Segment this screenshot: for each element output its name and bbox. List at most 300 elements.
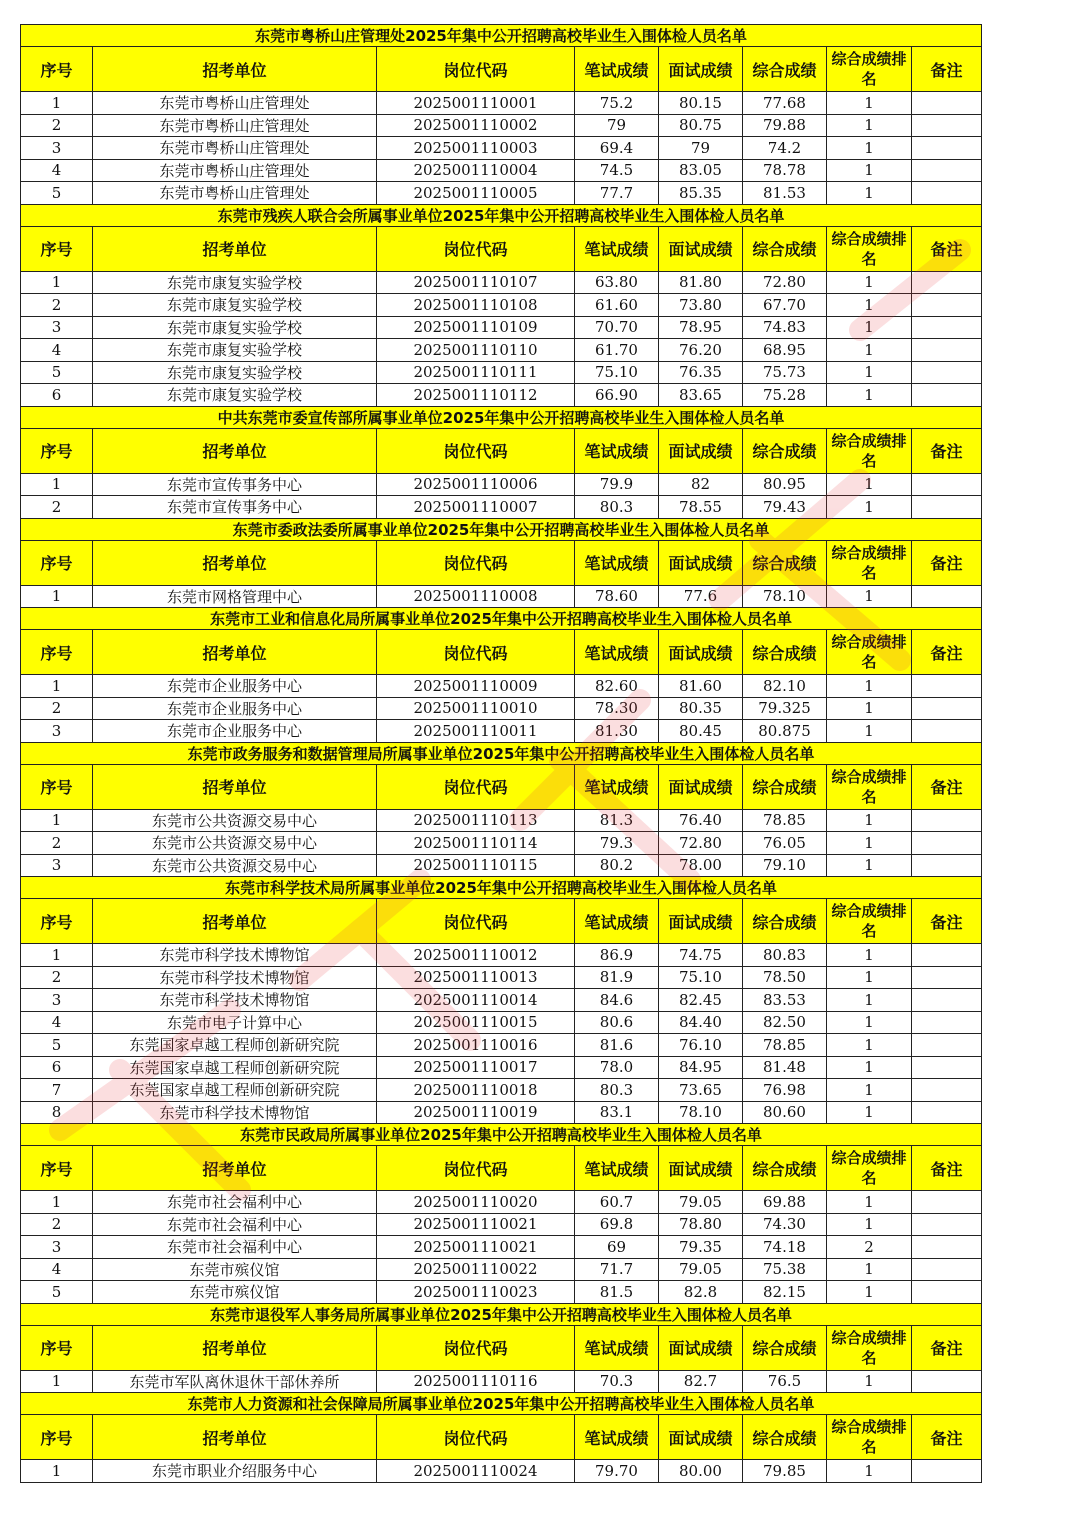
cell-remark bbox=[912, 271, 982, 294]
cell-post-code: 2025001110109 bbox=[377, 316, 575, 339]
cell-remark bbox=[912, 316, 982, 339]
cell-unit: 东莞市科学技术博物馆 bbox=[93, 966, 377, 989]
column-header-remark: 备注 bbox=[912, 1325, 982, 1370]
column-header-unit: 招考单位 bbox=[93, 428, 377, 473]
section-title-row bbox=[21, 742, 982, 764]
column-header-written-score: 笔试成绩 bbox=[575, 1146, 659, 1191]
cell-remark bbox=[912, 1236, 982, 1259]
section-title: 东莞市政务服务和数据管理局所属事业单位2025年集中公开招聘高校毕业生入围体检人员名单 bbox=[21, 742, 982, 764]
cell-total-score: 78.50 bbox=[743, 966, 827, 989]
cell-written-score: 81.9 bbox=[575, 966, 659, 989]
cell-rank: 1 bbox=[827, 1281, 912, 1304]
column-header-written-score: 笔试成绩 bbox=[575, 540, 659, 585]
cell-total-score: 75.73 bbox=[743, 361, 827, 384]
cell-post-code: 2025001110020 bbox=[377, 1191, 575, 1214]
cell-remark bbox=[912, 697, 982, 720]
cell-post-code: 2025001110022 bbox=[377, 1258, 575, 1281]
cell-written-score: 84.6 bbox=[575, 989, 659, 1012]
cell-rank: 1 bbox=[827, 1079, 912, 1102]
cell-total-score: 76.98 bbox=[743, 1079, 827, 1102]
cell-rank: 2 bbox=[827, 1236, 912, 1259]
column-header-unit: 招考单位 bbox=[93, 226, 377, 271]
cell-written-score: 80.2 bbox=[575, 854, 659, 877]
cell-unit: 东莞市军队离休退休干部休养所 bbox=[93, 1370, 377, 1393]
cell-total-score: 81.53 bbox=[743, 182, 827, 205]
column-header-unit: 招考单位 bbox=[93, 899, 377, 944]
cell-unit: 东莞市电子计算中心 bbox=[93, 1011, 377, 1034]
column-header-row bbox=[21, 630, 982, 675]
section-title-row bbox=[21, 877, 982, 899]
cell-rank: 1 bbox=[827, 720, 912, 743]
cell-remark bbox=[912, 944, 982, 967]
column-header-unit: 招考单位 bbox=[93, 764, 377, 809]
column-header-unit: 招考单位 bbox=[93, 1325, 377, 1370]
cell-seq: 2 bbox=[21, 832, 93, 855]
cell-unit: 东莞市公共资源交易中心 bbox=[93, 854, 377, 877]
column-header-total-score: 综合成绩 bbox=[743, 47, 827, 92]
column-header-rank: 综合成绩排名 bbox=[827, 47, 912, 92]
cell-unit: 东莞市宣传事务中心 bbox=[93, 473, 377, 496]
cell-interview-score: 78.55 bbox=[659, 496, 743, 519]
cell-seq: 3 bbox=[21, 316, 93, 339]
cell-interview-score: 79.05 bbox=[659, 1191, 743, 1214]
cell-remark bbox=[912, 1370, 982, 1393]
cell-unit: 东莞市殡仪馆 bbox=[93, 1258, 377, 1281]
cell-unit: 东莞市公共资源交易中心 bbox=[93, 832, 377, 855]
column-header-total-score: 综合成绩 bbox=[743, 899, 827, 944]
cell-unit: 东莞市康复实验学校 bbox=[93, 361, 377, 384]
cell-interview-score: 80.15 bbox=[659, 92, 743, 115]
cell-total-score: 82.10 bbox=[743, 675, 827, 698]
section-title-row bbox=[21, 1303, 982, 1325]
cell-total-score: 80.60 bbox=[743, 1101, 827, 1124]
column-header-interview-score: 面试成绩 bbox=[659, 47, 743, 92]
cell-remark bbox=[912, 137, 982, 160]
cell-written-score: 74.5 bbox=[575, 159, 659, 182]
column-header-written-score: 笔试成绩 bbox=[575, 1415, 659, 1460]
cell-total-score: 78.78 bbox=[743, 159, 827, 182]
cell-total-score: 78.10 bbox=[743, 585, 827, 608]
cell-total-score: 74.30 bbox=[743, 1213, 827, 1236]
column-header-seq: 序号 bbox=[21, 1146, 93, 1191]
cell-interview-score: 72.80 bbox=[659, 832, 743, 855]
cell-remark bbox=[912, 585, 982, 608]
cell-post-code: 2025001110008 bbox=[377, 585, 575, 608]
cell-remark bbox=[912, 854, 982, 877]
cell-rank: 1 bbox=[827, 496, 912, 519]
cell-seq: 5 bbox=[21, 182, 93, 205]
column-header-interview-score: 面试成绩 bbox=[659, 1146, 743, 1191]
cell-unit: 东莞国家卓越工程师创新研究院 bbox=[93, 1034, 377, 1057]
column-header-post-code: 岗位代码 bbox=[377, 1415, 575, 1460]
cell-post-code: 2025001110002 bbox=[377, 114, 575, 137]
table-row bbox=[21, 832, 982, 855]
column-header-seq: 序号 bbox=[21, 47, 93, 92]
cell-total-score: 76.05 bbox=[743, 832, 827, 855]
cell-written-score: 82.60 bbox=[575, 675, 659, 698]
cell-interview-score: 76.35 bbox=[659, 361, 743, 384]
column-header-seq: 序号 bbox=[21, 1415, 93, 1460]
cell-rank: 1 bbox=[827, 1370, 912, 1393]
column-header-rank: 综合成绩排名 bbox=[827, 540, 912, 585]
cell-unit: 东莞市职业介绍服务中心 bbox=[93, 1460, 377, 1483]
cell-seq: 5 bbox=[21, 361, 93, 384]
cell-written-score: 75.10 bbox=[575, 361, 659, 384]
column-header-row bbox=[21, 428, 982, 473]
cell-post-code: 2025001110021 bbox=[377, 1213, 575, 1236]
column-header-written-score: 笔试成绩 bbox=[575, 899, 659, 944]
section-title-row bbox=[21, 1124, 982, 1146]
cell-remark bbox=[912, 966, 982, 989]
cell-rank: 1 bbox=[827, 182, 912, 205]
section-title: 东莞市科学技术局所属事业单位2025年集中公开招聘高校毕业生入围体检人员名单 bbox=[21, 877, 982, 899]
cell-interview-score: 79.05 bbox=[659, 1258, 743, 1281]
column-header-rank: 综合成绩排名 bbox=[827, 1146, 912, 1191]
column-header-written-score: 笔试成绩 bbox=[575, 428, 659, 473]
cell-unit: 东莞市粤桥山庄管理处 bbox=[93, 114, 377, 137]
cell-post-code: 2025001110017 bbox=[377, 1056, 575, 1079]
cell-rank: 1 bbox=[827, 316, 912, 339]
cell-remark bbox=[912, 1460, 982, 1483]
column-header-written-score: 笔试成绩 bbox=[575, 1325, 659, 1370]
cell-seq: 4 bbox=[21, 159, 93, 182]
cell-remark bbox=[912, 1079, 982, 1102]
cell-written-score: 81.30 bbox=[575, 720, 659, 743]
cell-unit: 东莞市殡仪馆 bbox=[93, 1281, 377, 1304]
table-row bbox=[21, 1056, 982, 1079]
cell-post-code: 2025001110113 bbox=[377, 809, 575, 832]
cell-interview-score: 78.95 bbox=[659, 316, 743, 339]
cell-seq: 4 bbox=[21, 1011, 93, 1034]
table-row bbox=[21, 1213, 982, 1236]
cell-unit: 东莞市康复实验学校 bbox=[93, 294, 377, 317]
cell-rank: 1 bbox=[827, 944, 912, 967]
cell-seq: 3 bbox=[21, 720, 93, 743]
cell-remark bbox=[912, 1281, 982, 1304]
column-header-row bbox=[21, 764, 982, 809]
table-row bbox=[21, 1236, 982, 1259]
column-header-seq: 序号 bbox=[21, 428, 93, 473]
cell-unit: 东莞市社会福利中心 bbox=[93, 1191, 377, 1214]
cell-interview-score: 80.45 bbox=[659, 720, 743, 743]
cell-unit: 东莞市康复实验学校 bbox=[93, 384, 377, 407]
cell-interview-score: 82 bbox=[659, 473, 743, 496]
cell-post-code: 2025001110016 bbox=[377, 1034, 575, 1057]
cell-total-score: 79.43 bbox=[743, 496, 827, 519]
cell-unit: 东莞市科学技术博物馆 bbox=[93, 989, 377, 1012]
table-row bbox=[21, 675, 982, 698]
cell-rank: 1 bbox=[827, 294, 912, 317]
cell-remark bbox=[912, 114, 982, 137]
cell-written-score: 80.3 bbox=[575, 1079, 659, 1102]
cell-remark bbox=[912, 384, 982, 407]
cell-seq: 2 bbox=[21, 697, 93, 720]
cell-written-score: 78.60 bbox=[575, 585, 659, 608]
cell-seq: 1 bbox=[21, 675, 93, 698]
cell-written-score: 70.3 bbox=[575, 1370, 659, 1393]
column-header-post-code: 岗位代码 bbox=[377, 630, 575, 675]
cell-total-score: 69.88 bbox=[743, 1191, 827, 1214]
cell-interview-score: 79.35 bbox=[659, 1236, 743, 1259]
cell-seq: 1 bbox=[21, 1460, 93, 1483]
cell-written-score: 78.0 bbox=[575, 1056, 659, 1079]
cell-post-code: 2025001110009 bbox=[377, 675, 575, 698]
table-row bbox=[21, 944, 982, 967]
column-header-post-code: 岗位代码 bbox=[377, 47, 575, 92]
cell-remark bbox=[912, 159, 982, 182]
cell-unit: 东莞市社会福利中心 bbox=[93, 1213, 377, 1236]
column-header-remark: 备注 bbox=[912, 764, 982, 809]
cell-rank: 1 bbox=[827, 473, 912, 496]
cell-unit: 东莞市康复实验学校 bbox=[93, 339, 377, 362]
table-row bbox=[21, 473, 982, 496]
column-header-interview-score: 面试成绩 bbox=[659, 630, 743, 675]
cell-written-score: 79.3 bbox=[575, 832, 659, 855]
cell-seq: 2 bbox=[21, 294, 93, 317]
column-header-total-score: 综合成绩 bbox=[743, 428, 827, 473]
cell-interview-score: 78.80 bbox=[659, 1213, 743, 1236]
cell-unit: 东莞市网格管理中心 bbox=[93, 585, 377, 608]
cell-total-score: 83.53 bbox=[743, 989, 827, 1012]
cell-seq: 1 bbox=[21, 473, 93, 496]
column-header-seq: 序号 bbox=[21, 899, 93, 944]
cell-unit: 东莞市公共资源交易中心 bbox=[93, 809, 377, 832]
table-row bbox=[21, 1258, 982, 1281]
column-header-remark: 备注 bbox=[912, 1415, 982, 1460]
cell-total-score: 72.80 bbox=[743, 271, 827, 294]
column-header-interview-score: 面试成绩 bbox=[659, 1325, 743, 1370]
cell-interview-score: 77.6 bbox=[659, 585, 743, 608]
cell-rank: 1 bbox=[827, 1011, 912, 1034]
table-row bbox=[21, 1281, 982, 1304]
cell-rank: 1 bbox=[827, 1460, 912, 1483]
cell-rank: 1 bbox=[827, 271, 912, 294]
column-header-rank: 综合成绩排名 bbox=[827, 428, 912, 473]
cell-unit: 东莞市康复实验学校 bbox=[93, 271, 377, 294]
cell-written-score: 71.7 bbox=[575, 1258, 659, 1281]
cell-seq: 2 bbox=[21, 1213, 93, 1236]
cell-remark bbox=[912, 1034, 982, 1057]
column-header-remark: 备注 bbox=[912, 428, 982, 473]
column-header-unit: 招考单位 bbox=[93, 1146, 377, 1191]
cell-remark bbox=[912, 1213, 982, 1236]
cell-remark bbox=[912, 832, 982, 855]
cell-rank: 1 bbox=[827, 384, 912, 407]
cell-rank: 1 bbox=[827, 159, 912, 182]
cell-total-score: 77.68 bbox=[743, 92, 827, 115]
table-row bbox=[21, 720, 982, 743]
cell-post-code: 2025001110112 bbox=[377, 384, 575, 407]
cell-written-score: 61.60 bbox=[575, 294, 659, 317]
section-title: 东莞市退役军人事务局所属事业单位2025年集中公开招聘高校毕业生入围体检人员名单 bbox=[21, 1303, 982, 1325]
cell-written-score: 79 bbox=[575, 114, 659, 137]
cell-interview-score: 83.65 bbox=[659, 384, 743, 407]
cell-remark bbox=[912, 496, 982, 519]
cell-seq: 6 bbox=[21, 384, 93, 407]
cell-total-score: 68.95 bbox=[743, 339, 827, 362]
cell-rank: 1 bbox=[827, 1213, 912, 1236]
column-header-interview-score: 面试成绩 bbox=[659, 428, 743, 473]
cell-unit: 东莞市科学技术博物馆 bbox=[93, 1101, 377, 1124]
cell-post-code: 2025001110023 bbox=[377, 1281, 575, 1304]
cell-rank: 1 bbox=[827, 966, 912, 989]
cell-unit: 东莞市粤桥山庄管理处 bbox=[93, 137, 377, 160]
table-row bbox=[21, 585, 982, 608]
cell-post-code: 2025001110021 bbox=[377, 1236, 575, 1259]
cell-seq: 4 bbox=[21, 1258, 93, 1281]
column-header-interview-score: 面试成绩 bbox=[659, 226, 743, 271]
table-row bbox=[21, 1101, 982, 1124]
section-title: 东莞市民政局所属事业单位2025年集中公开招聘高校毕业生入围体检人员名单 bbox=[21, 1124, 982, 1146]
cell-written-score: 79.9 bbox=[575, 473, 659, 496]
cell-post-code: 2025001110005 bbox=[377, 182, 575, 205]
cell-interview-score: 82.45 bbox=[659, 989, 743, 1012]
cell-written-score: 81.3 bbox=[575, 809, 659, 832]
column-header-remark: 备注 bbox=[912, 899, 982, 944]
cell-rank: 1 bbox=[827, 1258, 912, 1281]
cell-post-code: 2025001110019 bbox=[377, 1101, 575, 1124]
cell-total-score: 80.875 bbox=[743, 720, 827, 743]
cell-written-score: 63.80 bbox=[575, 271, 659, 294]
cell-rank: 1 bbox=[827, 854, 912, 877]
cell-rank: 1 bbox=[827, 809, 912, 832]
cell-seq: 6 bbox=[21, 1056, 93, 1079]
column-header-row bbox=[21, 540, 982, 585]
cell-unit: 东莞市企业服务中心 bbox=[93, 675, 377, 698]
column-header-written-score: 笔试成绩 bbox=[575, 630, 659, 675]
column-header-total-score: 综合成绩 bbox=[743, 764, 827, 809]
cell-total-score: 67.70 bbox=[743, 294, 827, 317]
cell-written-score: 75.2 bbox=[575, 92, 659, 115]
cell-total-score: 78.85 bbox=[743, 809, 827, 832]
cell-written-score: 61.70 bbox=[575, 339, 659, 362]
cell-post-code: 2025001110014 bbox=[377, 989, 575, 1012]
cell-interview-score: 78.10 bbox=[659, 1101, 743, 1124]
column-header-unit: 招考单位 bbox=[93, 540, 377, 585]
table-row bbox=[21, 271, 982, 294]
cell-post-code: 2025001110015 bbox=[377, 1011, 575, 1034]
cell-total-score: 79.88 bbox=[743, 114, 827, 137]
column-header-written-score: 笔试成绩 bbox=[575, 226, 659, 271]
column-header-post-code: 岗位代码 bbox=[377, 1325, 575, 1370]
table-row bbox=[21, 384, 982, 407]
cell-rank: 1 bbox=[827, 92, 912, 115]
cell-remark bbox=[912, 809, 982, 832]
column-header-remark: 备注 bbox=[912, 540, 982, 585]
cell-seq: 1 bbox=[21, 1370, 93, 1393]
column-header-post-code: 岗位代码 bbox=[377, 764, 575, 809]
column-header-rank: 综合成绩排名 bbox=[827, 899, 912, 944]
cell-interview-score: 85.35 bbox=[659, 182, 743, 205]
cell-interview-score: 76.20 bbox=[659, 339, 743, 362]
cell-seq: 5 bbox=[21, 1034, 93, 1057]
column-header-written-score: 笔试成绩 bbox=[575, 47, 659, 92]
table-row bbox=[21, 1034, 982, 1057]
cell-seq: 3 bbox=[21, 854, 93, 877]
cell-unit: 东莞市粤桥山庄管理处 bbox=[93, 182, 377, 205]
cell-post-code: 2025001110012 bbox=[377, 944, 575, 967]
cell-seq: 3 bbox=[21, 1236, 93, 1259]
cell-seq: 1 bbox=[21, 585, 93, 608]
cell-interview-score: 81.60 bbox=[659, 675, 743, 698]
table-row bbox=[21, 809, 982, 832]
column-header-total-score: 综合成绩 bbox=[743, 540, 827, 585]
cell-post-code: 2025001110108 bbox=[377, 294, 575, 317]
column-header-rank: 综合成绩排名 bbox=[827, 1325, 912, 1370]
cell-remark bbox=[912, 720, 982, 743]
table-row bbox=[21, 137, 982, 160]
cell-total-score: 74.2 bbox=[743, 137, 827, 160]
cell-total-score: 75.38 bbox=[743, 1258, 827, 1281]
cell-rank: 1 bbox=[827, 361, 912, 384]
table-row bbox=[21, 496, 982, 519]
cell-seq: 1 bbox=[21, 809, 93, 832]
cell-total-score: 76.5 bbox=[743, 1370, 827, 1393]
column-header-interview-score: 面试成绩 bbox=[659, 764, 743, 809]
cell-remark bbox=[912, 1056, 982, 1079]
table-row bbox=[21, 1011, 982, 1034]
cell-seq: 2 bbox=[21, 496, 93, 519]
cell-post-code: 2025001110004 bbox=[377, 159, 575, 182]
cell-unit: 东莞市康复实验学校 bbox=[93, 316, 377, 339]
cell-post-code: 2025001110011 bbox=[377, 720, 575, 743]
cell-seq: 1 bbox=[21, 1191, 93, 1214]
cell-total-score: 75.28 bbox=[743, 384, 827, 407]
column-header-post-code: 岗位代码 bbox=[377, 899, 575, 944]
section-title-row bbox=[21, 204, 982, 226]
column-header-remark: 备注 bbox=[912, 226, 982, 271]
cell-post-code: 2025001110003 bbox=[377, 137, 575, 160]
cell-remark bbox=[912, 989, 982, 1012]
table-row bbox=[21, 159, 982, 182]
cell-seq: 8 bbox=[21, 1101, 93, 1124]
cell-seq: 1 bbox=[21, 944, 93, 967]
cell-written-score: 80.3 bbox=[575, 496, 659, 519]
cell-rank: 1 bbox=[827, 1101, 912, 1124]
column-header-row bbox=[21, 47, 982, 92]
cell-interview-score: 82.8 bbox=[659, 1281, 743, 1304]
cell-unit: 东莞市粤桥山庄管理处 bbox=[93, 159, 377, 182]
cell-rank: 1 bbox=[827, 585, 912, 608]
section-title: 东莞市工业和信息化局所属事业单位2025年集中公开招聘高校毕业生入围体检人员名单 bbox=[21, 608, 982, 630]
section-title-row bbox=[21, 518, 982, 540]
column-header-seq: 序号 bbox=[21, 540, 93, 585]
cell-rank: 1 bbox=[827, 675, 912, 698]
cell-written-score: 70.70 bbox=[575, 316, 659, 339]
cell-seq: 3 bbox=[21, 989, 93, 1012]
cell-written-score: 78.30 bbox=[575, 697, 659, 720]
table-row bbox=[21, 182, 982, 205]
section-title: 东莞市委政法委所属事业单位2025年集中公开招聘高校毕业生入围体检人员名单 bbox=[21, 518, 982, 540]
cell-unit: 东莞市社会福利中心 bbox=[93, 1236, 377, 1259]
cell-written-score: 81.5 bbox=[575, 1281, 659, 1304]
column-header-total-score: 综合成绩 bbox=[743, 1325, 827, 1370]
cell-total-score: 74.18 bbox=[743, 1236, 827, 1259]
cell-unit: 东莞市企业服务中心 bbox=[93, 697, 377, 720]
table-row bbox=[21, 361, 982, 384]
table-row bbox=[21, 339, 982, 362]
cell-seq: 1 bbox=[21, 92, 93, 115]
cell-interview-score: 84.40 bbox=[659, 1011, 743, 1034]
cell-post-code: 2025001110018 bbox=[377, 1079, 575, 1102]
cell-interview-score: 80.00 bbox=[659, 1460, 743, 1483]
cell-total-score: 79.325 bbox=[743, 697, 827, 720]
section-title-row bbox=[21, 1393, 982, 1415]
cell-interview-score: 80.75 bbox=[659, 114, 743, 137]
table-row bbox=[21, 294, 982, 317]
cell-rank: 1 bbox=[827, 137, 912, 160]
cell-total-score: 82.15 bbox=[743, 1281, 827, 1304]
